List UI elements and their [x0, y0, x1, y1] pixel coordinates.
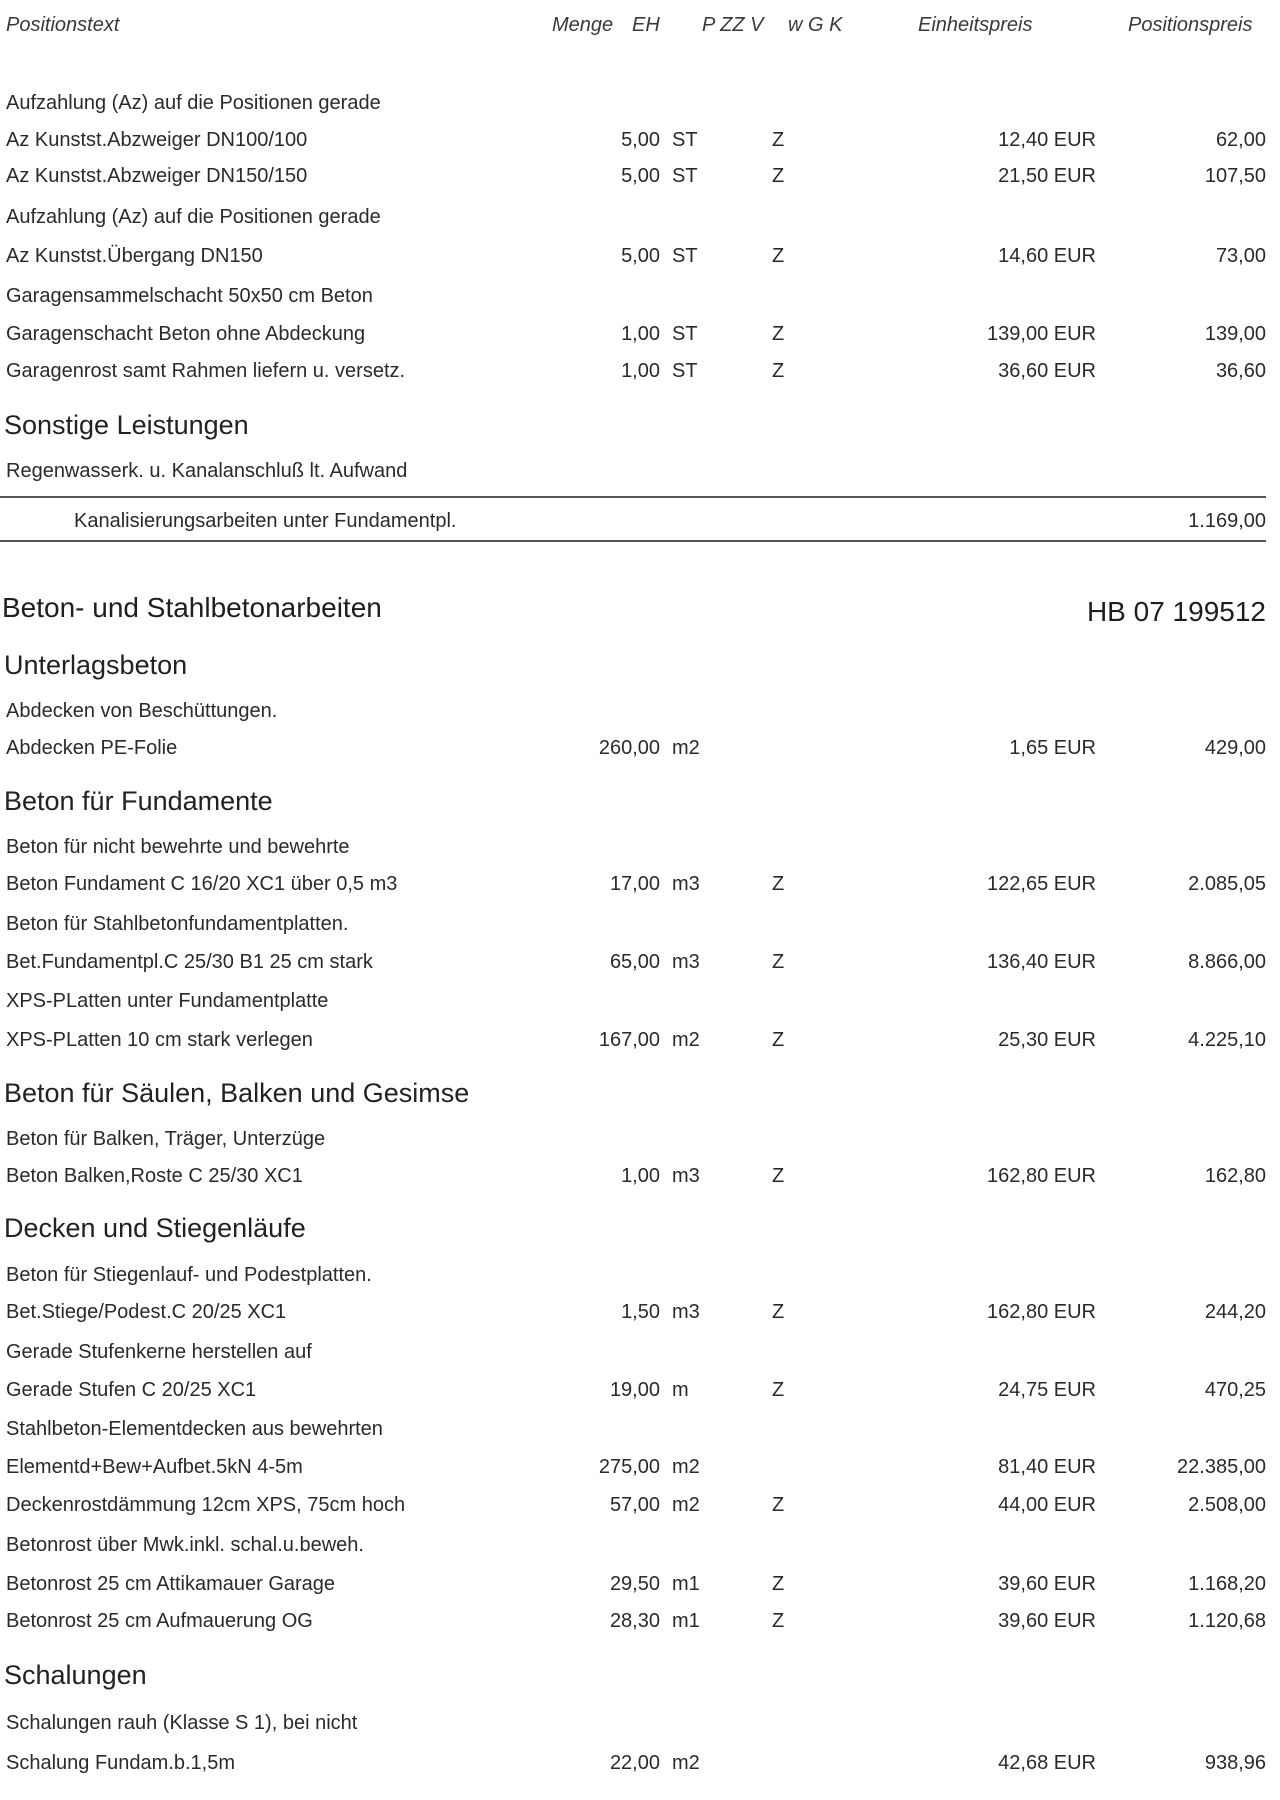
subtotal-label: Kanalisierungsarbeiten unter Fundamentpl.: [74, 510, 457, 532]
list-item: [0, 1264, 1280, 1294]
section-heading: Sonstige Leistungen: [4, 410, 249, 440]
list-item: [0, 206, 1280, 236]
header-unit: EH: [632, 14, 660, 36]
table-row: [0, 1494, 1280, 1524]
section-heading: Decken und Stiegenläufe: [4, 1213, 306, 1243]
item-text: Deckenrostdämmung 12cm XPS, 75cm hoch: [6, 1494, 406, 1516]
list-item: [0, 913, 1280, 943]
item-text: Beton Balken,Roste C 25/30 XC1: [6, 1165, 303, 1187]
item-total: 2.508,00: [1188, 1494, 1266, 1516]
item-text: Abdecken von Beschüttungen.: [6, 700, 278, 722]
item-quantity: 5,00: [621, 245, 660, 267]
item-unit: m: [672, 1379, 689, 1401]
item-total: 139,00: [1204, 323, 1266, 345]
item-unit: m2: [672, 1494, 700, 1516]
item-quantity: 1,50: [621, 1301, 660, 1323]
item-flag: Z: [772, 951, 785, 973]
subtotal-row: [0, 510, 1280, 540]
item-text: Beton für nicht bewehrte und bewehrte: [6, 836, 350, 858]
item-unit: ST: [672, 129, 698, 151]
item-flag: Z: [772, 1610, 785, 1632]
item-quantity: 1,00: [621, 323, 660, 345]
item-unit: m3: [672, 951, 700, 973]
header-wgk: w G K: [788, 14, 843, 36]
item-text: XPS-PLatten 10 cm stark verlegen: [6, 1029, 313, 1051]
item-flag: Z: [772, 1573, 785, 1595]
item-quantity: 5,00: [621, 165, 660, 187]
chapter-title: Beton- und Stahlbetonarbeiten: [2, 592, 382, 623]
item-unit: ST: [672, 360, 698, 382]
item-text: Az Kunstst.Abzweiger DN150/150: [6, 165, 308, 187]
table-row: [0, 360, 1280, 390]
item-text: Regenwasserk. u. Kanalanschluß lt. Aufwand: [6, 460, 408, 482]
list-item: [0, 1341, 1280, 1371]
item-total: 62,00: [1215, 129, 1266, 151]
item-flag: Z: [772, 360, 785, 382]
list-item: [0, 1128, 1280, 1158]
item-quantity: 28,30: [609, 1610, 660, 1632]
header-position-price: Positionspreis: [1128, 14, 1253, 36]
item-total: 938,96: [1204, 1752, 1266, 1774]
item-unit-price: 136,40 EUR: [987, 951, 1096, 973]
item-unit-price: 44,00 EUR: [998, 1494, 1096, 1516]
item-text: Beton Fundament C 16/20 XC1 über 0,5 m3: [6, 873, 398, 895]
item-text: Abdecken PE-Folie: [6, 737, 178, 759]
item-unit-price: 1,65 EUR: [1009, 737, 1096, 759]
item-quantity: 19,00: [609, 1379, 660, 1401]
list-item: [0, 1534, 1280, 1564]
item-unit-price: 39,60 EUR: [998, 1573, 1096, 1595]
item-quantity: 22,00: [609, 1752, 660, 1774]
item-quantity: 29,50: [609, 1573, 660, 1595]
table-row: [0, 1029, 1280, 1059]
divider-line: [0, 540, 1266, 542]
item-total: 470,25: [1204, 1379, 1266, 1401]
item-text: Gerade Stufenkerne herstellen auf: [6, 1341, 312, 1363]
list-item: [0, 460, 1280, 490]
item-text: Beton für Stahlbetonfundamentplatten.: [6, 913, 349, 935]
item-unit-price: 24,75 EUR: [998, 1379, 1096, 1401]
item-text: Garagenschacht Beton ohne Abdeckung: [6, 323, 366, 345]
item-unit-price: 139,00 EUR: [987, 323, 1096, 345]
item-text: Schalungen rauh (Klasse S 1), bei nicht: [6, 1712, 358, 1734]
table-row: [0, 129, 1280, 159]
item-unit-price: 122,65 EUR: [987, 873, 1096, 895]
item-flag: Z: [772, 1494, 785, 1516]
item-unit: m2: [672, 1752, 700, 1774]
item-total: 1.168,20: [1188, 1573, 1266, 1595]
item-unit-price: 39,60 EUR: [998, 1610, 1096, 1632]
item-total: 36,60: [1215, 360, 1266, 382]
item-text: Betonrost über Mwk.inkl. schal.u.beweh.: [6, 1534, 364, 1556]
item-quantity: 260,00: [598, 737, 660, 759]
list-item: [0, 700, 1280, 730]
item-unit-price: 42,68 EUR: [998, 1752, 1096, 1774]
table-row: [0, 737, 1280, 767]
subtotal-value: 1.169,00: [1188, 510, 1266, 532]
section-heading: Beton für Säulen, Balken und Gesimse: [4, 1078, 470, 1108]
item-flag: Z: [772, 129, 785, 151]
table-row: [0, 951, 1280, 981]
item-unit: m2: [672, 737, 700, 759]
item-text: Garagensammelschacht 50x50 cm Beton: [6, 285, 373, 307]
item-text: Garagenrost samt Rahmen liefern u. versetz.: [6, 360, 406, 382]
item-text: Aufzahlung (Az) auf die Positionen gerade: [6, 206, 381, 228]
header-qty: Menge: [552, 14, 614, 36]
item-quantity: 65,00: [609, 951, 660, 973]
section-heading: Beton für Fundamente: [4, 786, 273, 816]
item-quantity: 1,00: [621, 1165, 660, 1187]
item-unit: ST: [672, 323, 698, 345]
table-row: [0, 323, 1280, 353]
item-unit: m3: [672, 1165, 700, 1187]
item-total: 22.385,00: [1177, 1456, 1266, 1478]
item-unit-price: 21,50 EUR: [998, 165, 1096, 187]
item-flag: Z: [772, 873, 785, 895]
item-unit: m3: [672, 1301, 700, 1323]
header-text: Positionstext: [6, 14, 120, 36]
item-text: Bet.Fundamentpl.C 25/30 B1 25 cm stark: [6, 951, 373, 973]
list-item: [0, 1712, 1280, 1742]
item-unit: m3: [672, 873, 700, 895]
item-quantity: 275,00: [598, 1456, 660, 1478]
item-text: Az Kunstst.Übergang DN150: [6, 245, 263, 267]
item-quantity: 57,00: [609, 1494, 660, 1516]
item-text: Beton für Balken, Träger, Unterzüge: [6, 1128, 326, 1150]
item-unit-price: 14,60 EUR: [998, 245, 1096, 267]
item-text: Betonrost 25 cm Attikamauer Garage: [6, 1573, 336, 1595]
item-quantity: 17,00: [609, 873, 660, 895]
item-text: Aufzahlung (Az) auf die Positionen gerade: [6, 92, 381, 114]
item-flag: Z: [772, 165, 785, 187]
item-unit: m1: [672, 1573, 700, 1595]
table-row: [0, 1456, 1280, 1486]
item-total: 4.225,10: [1188, 1029, 1266, 1051]
item-flag: Z: [772, 1165, 785, 1187]
item-unit: ST: [672, 245, 698, 267]
chapter-code: HB 07 199512: [1086, 596, 1266, 627]
item-unit-price: 162,80 EUR: [987, 1301, 1096, 1323]
item-quantity: 167,00: [598, 1029, 660, 1051]
item-unit: m1: [672, 1610, 700, 1632]
item-total: 8.866,00: [1188, 951, 1266, 973]
item-unit-price: 12,40 EUR: [998, 129, 1096, 151]
table-row: [0, 1165, 1280, 1195]
table-row: [0, 1610, 1280, 1640]
item-total: 2.085,05: [1188, 873, 1266, 895]
table-row: [0, 873, 1280, 903]
list-item: [0, 285, 1280, 315]
item-text: Beton für Stiegenlauf- und Podestplatten.: [6, 1264, 372, 1286]
list-item: [0, 990, 1280, 1020]
list-item: [0, 836, 1280, 866]
table-row: [0, 1573, 1280, 1603]
item-flag: Z: [772, 1379, 785, 1401]
item-flag: Z: [772, 245, 785, 267]
table-row: [0, 245, 1280, 275]
item-text: XPS-PLatten unter Fundamentplatte: [6, 990, 329, 1012]
item-unit-price: 36,60 EUR: [998, 360, 1096, 382]
item-text: Schalung Fundam.b.1,5m: [6, 1752, 236, 1774]
item-text: Bet.Stiege/Podest.C 20/25 XC1: [6, 1301, 287, 1323]
divider-line: [0, 496, 1266, 498]
item-text: Az Kunstst.Abzweiger DN100/100: [6, 129, 308, 151]
item-unit: m2: [672, 1029, 700, 1051]
table-row: [0, 165, 1280, 195]
item-total: 162,80: [1204, 1165, 1266, 1187]
item-unit: ST: [672, 165, 698, 187]
item-total: 244,20: [1204, 1301, 1266, 1323]
item-total: 1.120,68: [1188, 1610, 1266, 1632]
item-total: 107,50: [1204, 165, 1266, 187]
item-unit-price: 81,40 EUR: [998, 1456, 1096, 1478]
item-total: 429,00: [1204, 737, 1266, 759]
section-heading: Schalungen: [4, 1660, 147, 1690]
item-text: Betonrost 25 cm Aufmauerung OG: [6, 1610, 313, 1632]
item-unit-price: 25,30 EUR: [998, 1029, 1096, 1051]
item-quantity: 1,00: [621, 360, 660, 382]
item-quantity: 5,00: [621, 129, 660, 151]
item-total: 73,00: [1215, 245, 1266, 267]
table-row: [0, 1379, 1280, 1409]
header-unit-price: Einheitspreis: [918, 14, 1033, 36]
section-heading: Unterlagsbeton: [4, 650, 188, 680]
header-pzzv: P ZZ V: [702, 14, 764, 36]
list-item: [0, 92, 1280, 122]
list-item: [0, 1418, 1280, 1448]
item-flag: Z: [772, 1301, 785, 1323]
item-unit: m2: [672, 1456, 700, 1478]
item-text: Stahlbeton-Elementdecken aus bewehrten: [6, 1418, 383, 1440]
item-text: Gerade Stufen C 20/25 XC1: [6, 1379, 257, 1401]
table-row: [0, 1301, 1280, 1331]
item-flag: Z: [772, 323, 785, 345]
item-flag: Z: [772, 1029, 785, 1051]
table-row: [0, 1752, 1280, 1782]
item-text: Elementd+Bew+Aufbet.5kN 4-5m: [6, 1456, 303, 1478]
item-unit-price: 162,80 EUR: [987, 1165, 1096, 1187]
